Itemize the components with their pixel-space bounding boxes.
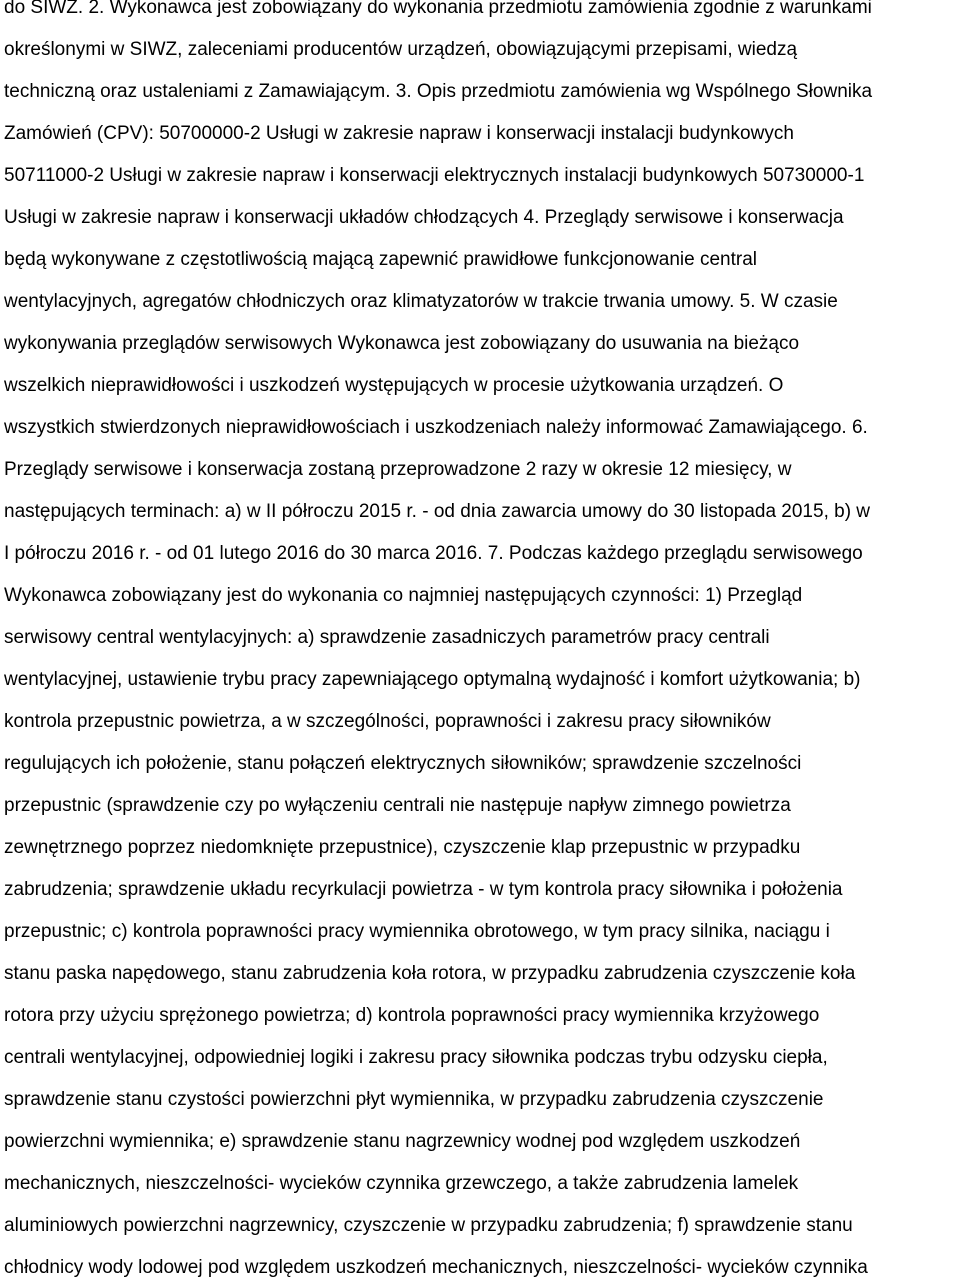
text-line: następujących terminach: a) w II półroczu 2015 r. - od dnia zawarcia umowy do 30 listopada 2015, b) w [4,501,871,522]
text-line: stanu paska napędowego, stanu zabrudzenia koła rotora, w przypadku zabrudzenia czyszczenie koła [4,963,856,984]
text-line: Usługi w zakresie napraw i konserwacji układów chłodzących 4. Przeglądy serwisowe i konserwacja [4,207,844,228]
text-line: Wykonawca zobowiązany jest do wykonania co najmniej następujących czynności: 1) Przegląd [4,585,803,606]
text-line: wykonywania przeglądów serwisowych Wykonawca jest zobowiązany do usuwania na bieżąco [4,333,800,354]
text-line: Zamówień (CPV): 50700000-2 Usługi w zakresie napraw i konserwacji instalacji budynkowych [4,123,794,144]
text-line: serwisowy central wentylacyjnych: a) sprawdzenie zasadniczych parametrów pracy centrali [4,627,770,648]
text-line: zabrudzenia; sprawdzenie układu recyrkulacji powietrza - w tym kontrola pracy siłownika i położenia [4,879,843,900]
text-line: Przeglądy serwisowe i konserwacja zostaną przeprowadzone 2 razy w okresie 12 miesięcy, w [4,459,792,480]
text-line: będą wykonywane z częstotliwością mającą zapewnić prawidłowe funkcjonowanie central [4,249,757,270]
text-line: przepustnic (sprawdzenie czy po wyłączeniu centrali nie następuje napływ zimnego powietrza [4,795,791,816]
text-line: mechanicznych, nieszczelności- wycieków czynnika grzewczego, a także zabrudzenia lamelek [4,1173,799,1194]
text-line: 50711000-2 Usługi w zakresie napraw i konserwacji elektrycznych instalacji budynkowych 50730000-1 [4,165,865,186]
text-line: regulujących ich położenie, stanu połączeń elektrycznych siłowników; sprawdzenie szczelności [4,753,802,774]
text-line: chłodnicy wody lodowej pod względem uszkodzeń mechanicznych, nieszczelności- wycieków czynnika [4,1257,868,1278]
text-line: kontrola przepustnic powietrza, a w szczególności, poprawności i zakresu pracy siłowników [4,711,771,732]
text-line: I półroczu 2016 r. - od 01 lutego 2016 do 30 marca 2016. 7. Podczas każdego przeglądu serwisowego [4,543,863,564]
text-line: rotora przy użyciu sprężonego powietrza; d) kontrola poprawności pracy wymiennika krzyżowego [4,1005,820,1026]
text-line: techniczną oraz ustaleniami z Zamawiającym. 3. Opis przedmiotu zamówienia wg Wspólnego Słownika [4,81,873,102]
text-line: zewnętrznego poprzez niedomknięte przepustnice), czyszczenie klap przepustnic w przypadku [4,837,801,858]
text-line: wszelkich nieprawidłowości i uszkodzeń występujących w procesie użytkowania urządzeń. O [4,375,784,396]
text-line: sprawdzenie stanu czystości powierzchni płyt wymiennika, w przypadku zabrudzenia czyszczenie [4,1089,824,1110]
text-line: wszystkich stwierdzonych nieprawidłowościach i uszkodzeniach należy informować Zamawiającego. 6. [4,417,868,438]
text-line: wentylacyjnej, ustawienie trybu pracy zapewniającego optymalną wydajność i komfort użytkowania; b) [4,669,861,690]
text-line: powierzchni wymiennika; e) sprawdzenie stanu nagrzewnicy wodnej pod względem uszkodzeń [4,1131,801,1152]
text-line: określonymi w SIWZ, zaleceniami producentów urządzeń, obowiązującymi przepisami, wiedzą [4,39,798,60]
text-line: centrali wentylacyjnej, odpowiedniej logiki i zakresu pracy siłownika podczas trybu odzysku ciepła, [4,1047,828,1068]
text-line: wentylacyjnych, agregatów chłodniczych oraz klimatyzatorów w trakcie trwania umowy. 5. W czasie [4,291,838,312]
text-line: do SIWZ. 2. Wykonawca jest zobowiązany do wykonania przedmiotu zamówienia zgodnie z warunkami [4,0,872,18]
text-line: przepustnic; c) kontrola poprawności pracy wymiennika obrotowego, w tym pracy silnika, naciągu i [4,921,830,942]
document-page [4,0,960,1283]
text-line: aluminiowych powierzchni nagrzewnicy, czyszczenie w przypadku zabrudzenia; f) sprawdzenie stanu [4,1215,853,1236]
